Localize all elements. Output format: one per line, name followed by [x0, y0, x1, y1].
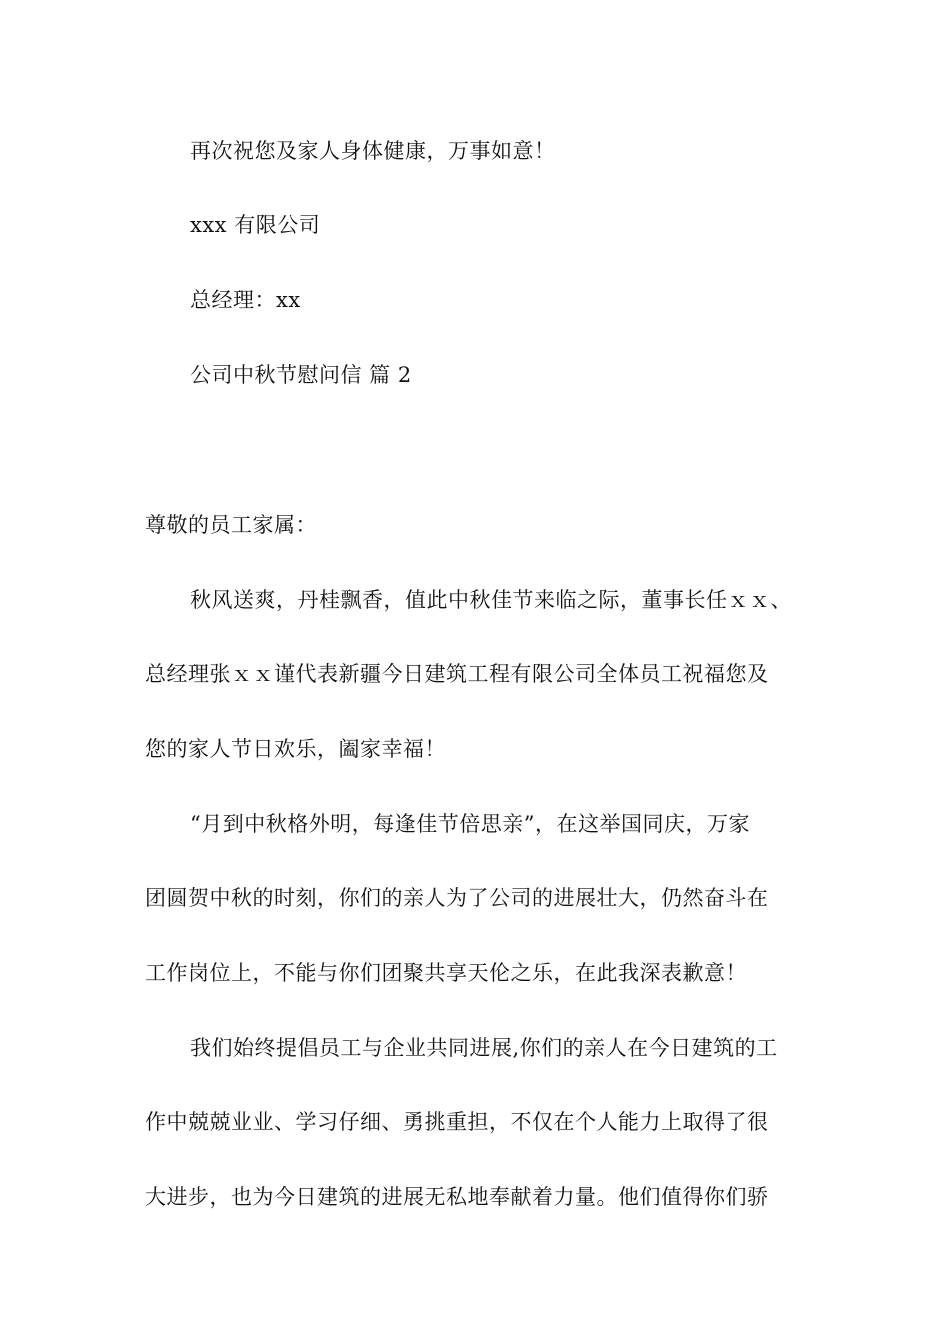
paragraph-3-line-1: 我们始终提倡员工与企业共同进展,你们的亲人在今日建筑的工 [190, 1036, 778, 1060]
paragraph-2-line-1: “月到中秋格外明，每逢佳节倍思亲”，在这举国同庆，万家 [190, 812, 750, 836]
paragraph-1-line-3: 您的家人节日欢乐，阖家幸福！ [145, 737, 446, 761]
letter-title-line: 公司中秋节慰问信 篇 2 [190, 363, 412, 387]
paragraph-3-line-3: 大进步，也为今日建筑的进展无私地奉献着力量。他们值得你们骄 [145, 1185, 769, 1209]
paragraph-1-line-2: 总经理张ｘｘ谨代表新疆今日建筑工程有限公司全体员工祝福您及 [145, 662, 769, 686]
paragraph-2-line-2: 团圆贺中秋的时刻，你们的亲人为了公司的进展壮大，仍然奋斗在 [145, 886, 769, 910]
company-name-line: xxx 有限公司 [190, 213, 321, 237]
paragraph-1-line-1: 秋风送爽，丹桂飘香，值此中秋佳节来临之际，董事长任ｘｘ、 [190, 588, 792, 612]
paragraph-3-line-2: 作中兢兢业业、学习仔细、勇挑重担，不仅在个人能力上取得了很 [145, 1110, 769, 1134]
general-manager-line: 总经理：xx [190, 288, 301, 312]
paragraph-2-line-3: 工作岗位上，不能与你们团聚共享天伦之乐，在此我深表歉意！ [145, 961, 747, 985]
closing-wish-line: 再次祝您及家人身体健康，万事如意！ [190, 139, 556, 163]
salutation-line: 尊敬的员工家属： [145, 513, 317, 537]
